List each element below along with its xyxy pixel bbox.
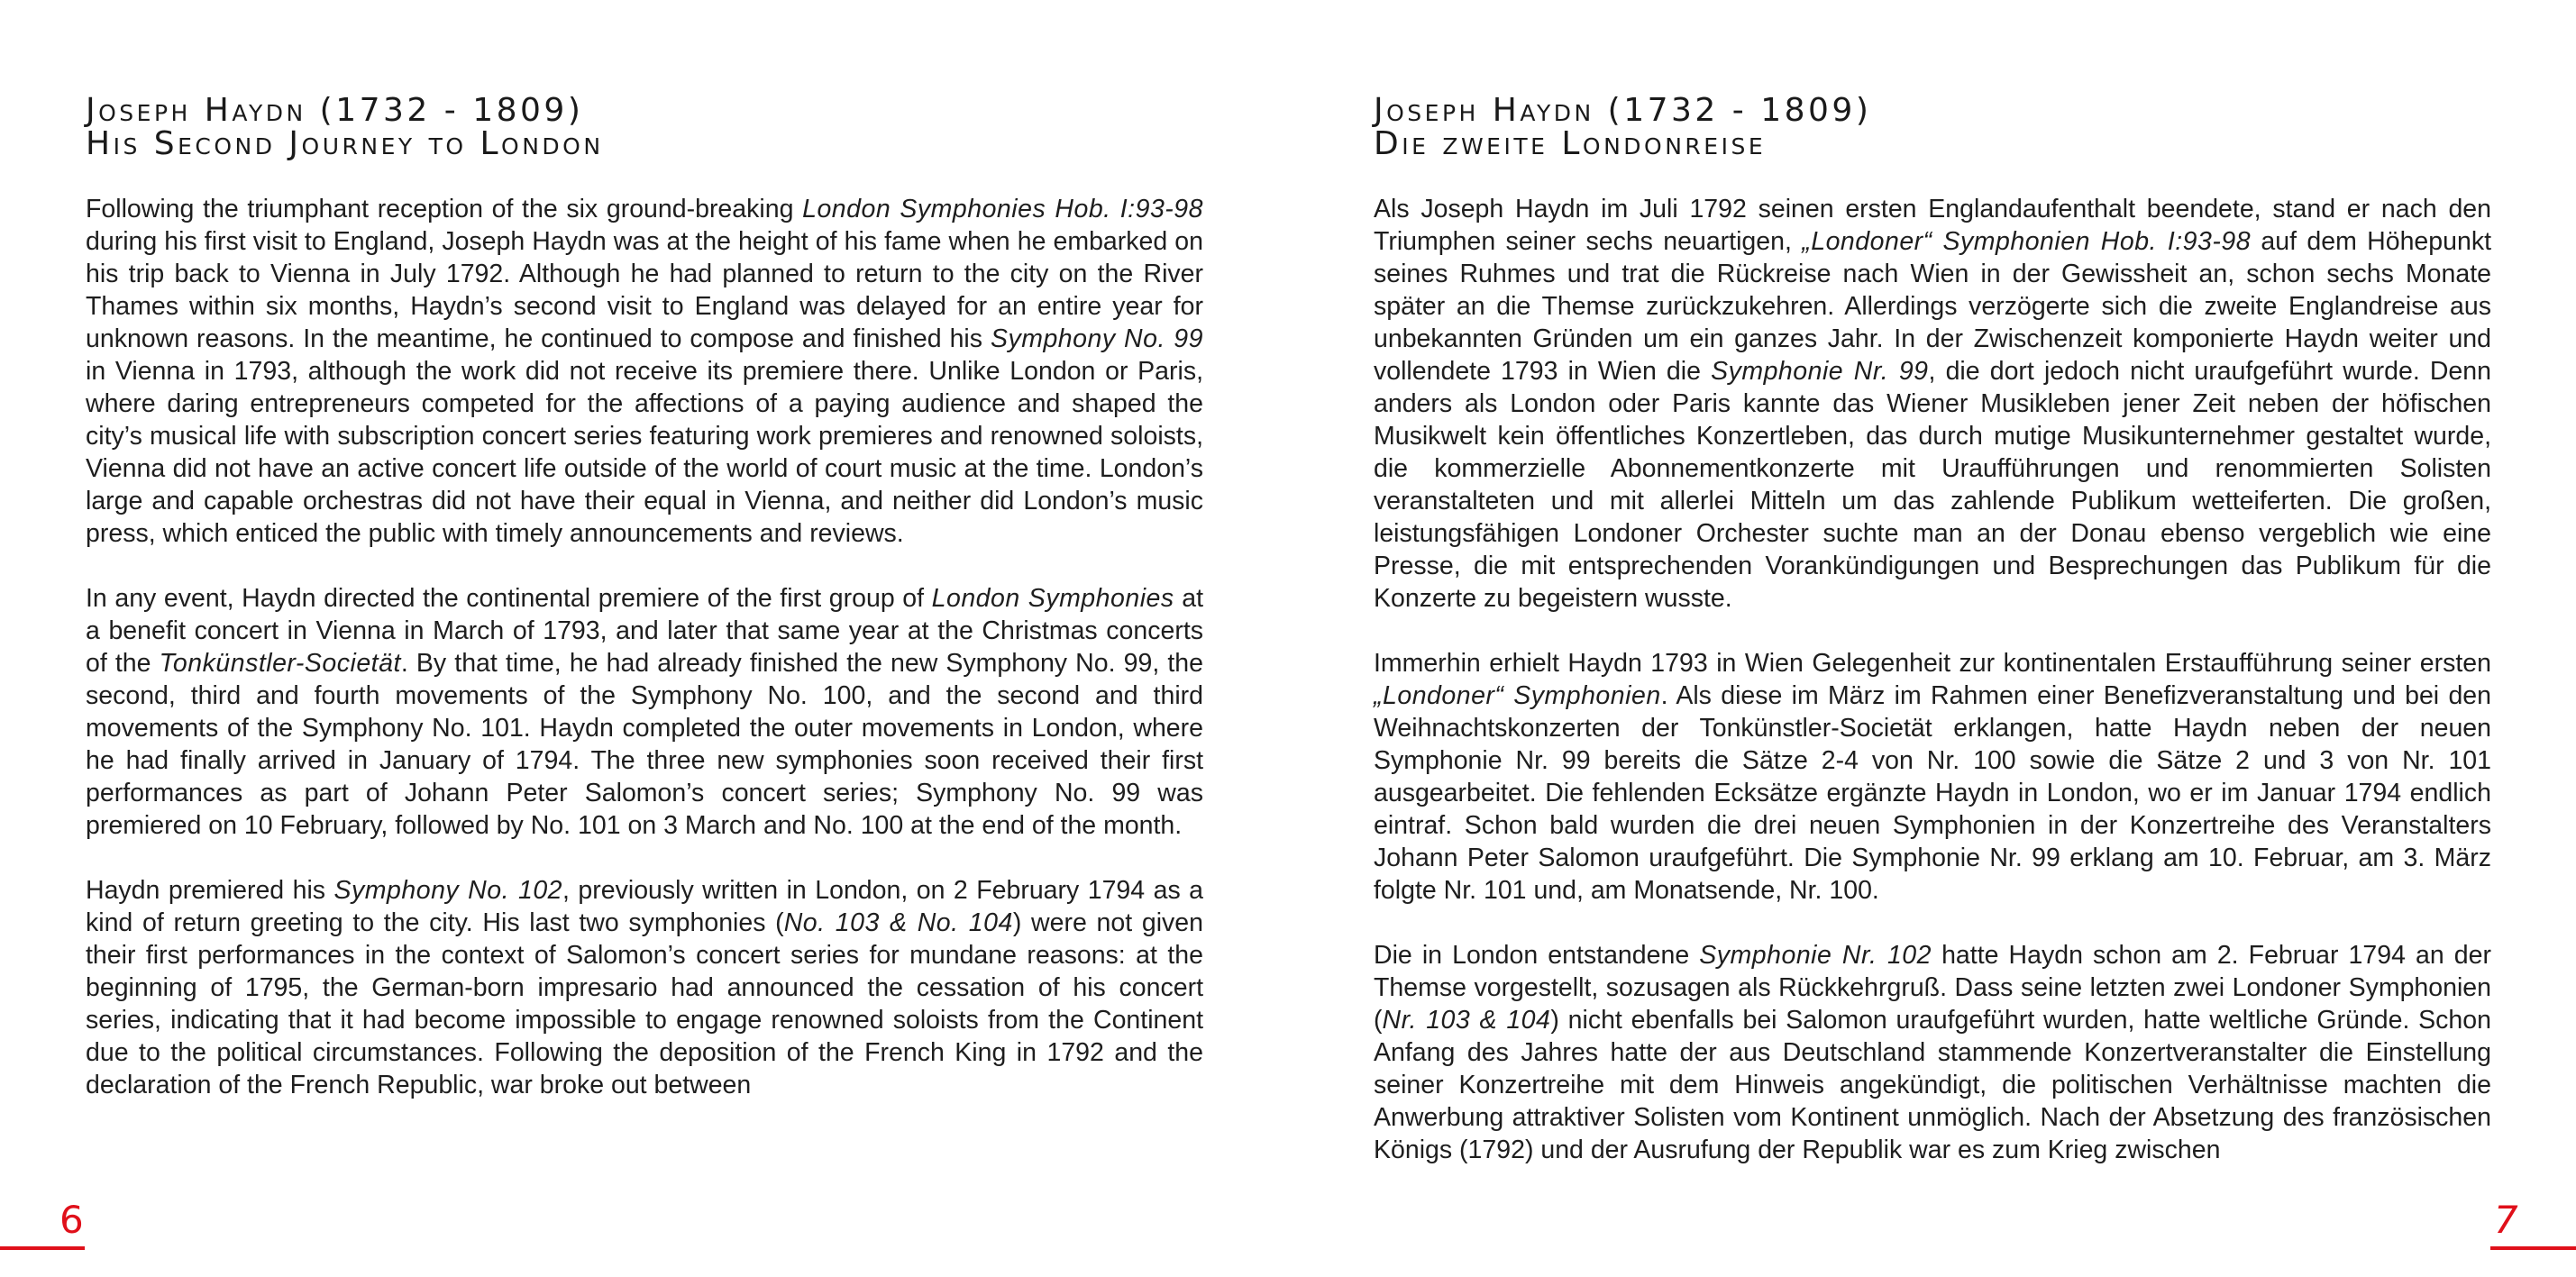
text-run: . By that time, he had already finished the new Symphony No. 99, the second, third and fourth movements of the Symphony No. 100, and the second and third movements of the Symphony No. 101. Haydn completed the outer movements in London, where he had finally arrived in January of 1794. The three new symphonies soon received their first performances as part of Johann Peter Salomon’s concert series; Symphony No. 99 was premiered on 10 February, followed by No. 101 on 3 March and No. 100 at the end of the month. bbox=[86, 649, 1203, 840]
page-heading bbox=[86, 94, 604, 160]
text-run: Die in London entstandene bbox=[1374, 941, 1700, 970]
italic-title: Tonkünstler-Societät bbox=[159, 649, 401, 678]
italic-title: London Symphonies bbox=[931, 584, 1174, 613]
italic-title: Nr. 103 & 104 bbox=[1382, 1006, 1551, 1035]
paragraph bbox=[86, 582, 1203, 842]
paragraph bbox=[1374, 193, 2491, 615]
italic-title: „Londoner“ Symphonien Hob. I:93-98 bbox=[1802, 227, 2252, 256]
page-number-rule bbox=[2490, 1246, 2576, 1250]
heading-composer: Joseph Haydn (1732 - 1809) bbox=[86, 92, 584, 129]
italic-title: Symphony No. 102 bbox=[333, 876, 563, 905]
text-run: ) nicht ebenfalls bei Salomon uraufgeführt wurden, hatte weltliche Gründe. Schon Anfang des Jahres hatte der aus Deutschland stammende Konzertveranstalter die Einstellung seiner Konzertreihe mit dem Hinweis angekündigt, die politischen Verhältnisse machten die Anwerbung attraktiver Solisten vom Kontinent unmöglich. Nach der Absetzung des französischen Königs (1792) und der Ausrufung der Republik war es zum Krieg zwischen bbox=[1374, 1006, 2491, 1164]
italic-title: Symphonie Nr. 102 bbox=[1699, 941, 1932, 970]
text-run: hatte Haydn schon am 2. Februar 1794 an der Themse vorgestellt, sozusagen als Rückkehrgruß. Dass seine letzten zwei Londoner Symphonien ( bbox=[1374, 941, 2491, 1035]
body-text bbox=[86, 193, 1203, 1101]
page-heading bbox=[1374, 94, 1871, 160]
italic-title: London Symphonies Hob. I:93-98 bbox=[802, 195, 1203, 223]
page-number-rule bbox=[0, 1246, 85, 1250]
paragraph bbox=[86, 874, 1203, 1101]
body-text bbox=[1374, 193, 2491, 1166]
page-number: 6 bbox=[59, 1198, 84, 1242]
text-run: , die dort jedoch nicht uraufgeführt wurde. Denn anders als London oder Paris kannte das Wiener Musikleben jener Zeit neben der höfischen Musikwelt kein öffentliches Konzertleben, das durch mutige Musikunternehmer gestaltet wurde, die kommerzielle Abonnementkonzerte mit Uraufführungen und renommierten Solisten veranstalteten und mit allerlei Mitteln um das zahlende Publikum wetteiferten. Die großen, leistungsfähigen Londoner Orchester suchte man an der Donau ebenso vergeblich wie eine Presse, die mit entsprechenden Vorankündigungen und Besprechungen das Publikum für die Konzerte zu begeistern wusste. bbox=[1374, 357, 2491, 613]
text-run: ) were not given their first performances in the context of Salomon’s concert series for mundane reasons: at the beginning of 1795, the German-born impresario had announced the cessation of his concert series, indicating that it had become impossible to engage renowned soloists from the Continent due to the political circumstances. Following the deposition of the French King in 1792 and the declaration of the French Republic, war broke out between bbox=[86, 908, 1203, 1099]
text-run: during his first visit to England, Joseph Haydn was at the height of his fame when he embarked on his trip back to Vienna in July 1792. Although he had planned to return to the city on the River Thames within six months, Haydn’s second visit to England was delayed for an entire year for unknown reasons. In the meantime, he continued to compose and finished his bbox=[86, 227, 1203, 353]
italic-title: Symphonie Nr. 99 bbox=[1711, 357, 1929, 386]
text-run: Haydn premiered his bbox=[86, 876, 334, 905]
text-run: at a benefit concert in Vienna in March of 1793, and later that same year at the Christmas concerts of the bbox=[86, 584, 1204, 678]
paragraph bbox=[1374, 647, 2491, 907]
text-run: In any event, Haydn directed the continental premiere of the first group of bbox=[86, 584, 932, 613]
heading-title: Die zweite Londonreise bbox=[1374, 125, 1767, 162]
page-number: 7 bbox=[2494, 1198, 2518, 1242]
italic-title: Symphony No. 99 bbox=[990, 324, 1204, 353]
italic-title: „Londoner“ Symphonien bbox=[1374, 681, 1661, 710]
text-run: auf dem Höhepunkt seines Ruhmes und trat die Rückreise nach Wien in der Gewissheit an, schon sechs Monate später an die Themse zurückzukehren. Allerdings verzögerte sich die zweite Englandreise aus unbekannten Gründen um ein ganzes Jahr. In der Zwischenzeit komponierte Haydn weiter und vollendete 1793 in Wien die bbox=[1374, 227, 2492, 386]
italic-title: No. 103 & No. 104 bbox=[783, 908, 1013, 937]
text-run: in Vienna in 1793, although the work did not receive its premiere there. Unlike London or Paris, where daring entrepreneurs competed for the affections of a paying audience and shaped the city’s musical life with subscription concert series featuring work premieres and renowned soloists, Vienna did not have an active concert life outside of the world of court music at the time. London’s large and capable orchestras did not have their equal in Vienna, and neither did London’s music press, which enticed the public with timely announcements and reviews. bbox=[86, 357, 1203, 548]
paragraph bbox=[86, 193, 1203, 550]
text-run: . Als diese im März im Rahmen einer Benefizveranstaltung und bei den Weihnachtskonzerten der Tonkünstler-Societät erklangen, hatte Haydn neben der neuen Symphonie Nr. 99 bereits die Sätze 2-4 von Nr. 100 sowie die Sätze 2 und 3 von Nr. 101 ausgearbeitet. Die fehlenden Ecksätze ergänzte Haydn in London, wo er im Januar 1794 endlich eintraf. Schon bald wurden die drei neuen Symphonien in der Konzertreihe des Veranstalters Johann Peter Salomon uraufgeführt. Die Symphonie Nr. 99 erklang am 10. Februar, am 3. März folgte Nr. 101 und, am Monatsende, Nr. 100. bbox=[1374, 681, 2491, 905]
heading-title: His Second Journey to London bbox=[86, 125, 604, 162]
heading-composer: Joseph Haydn (1732 - 1809) bbox=[1374, 92, 1872, 129]
text-run: Als Joseph Haydn im Juli 1792 seinen ersten Englandaufenthalt beendete, stand er nach den Triumphen seiner sechs neuartigen, bbox=[1374, 195, 2491, 256]
paragraph bbox=[1374, 939, 2491, 1166]
text-run: Immerhin erhielt Haydn 1793 in Wien Gelegenheit zur kontinentalen Erstaufführung seiner ersten bbox=[1374, 649, 2491, 678]
page-right-german bbox=[1288, 0, 2576, 1277]
text-run: , previously written in London, on 2 February 1794 as a kind of return greeting to the city. His last two symphonies ( bbox=[86, 876, 1204, 937]
text-run: Following the triumphant reception of the six ground-breaking bbox=[86, 195, 803, 223]
